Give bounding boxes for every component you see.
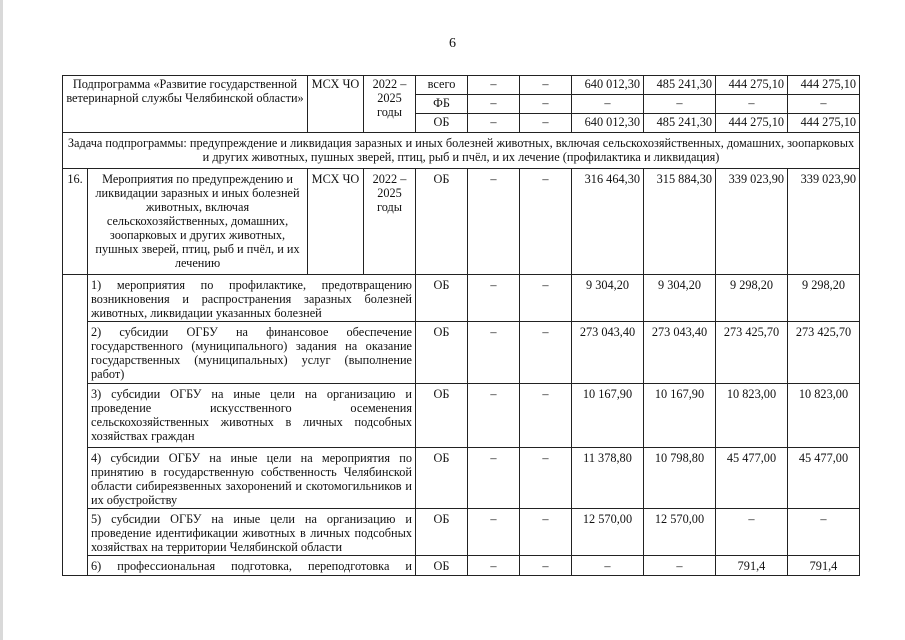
value-cell: –: [468, 169, 520, 275]
subprogram-title: Подпрограмма «Развитие государственной ветеринарной службы Челябинской области»: [63, 76, 308, 133]
value-cell: –: [468, 384, 520, 448]
value-cell: 485 241,30: [644, 76, 716, 95]
value-cell: –: [520, 95, 572, 114]
value-cell: 316 464,30: [572, 169, 644, 275]
value-cell: 485 241,30: [644, 114, 716, 133]
funding-source: ОБ: [416, 556, 468, 576]
value-cell: –: [788, 509, 860, 556]
value-cell: –: [520, 556, 572, 576]
value-cell: 10 823,00: [788, 384, 860, 448]
value-cell: –: [520, 114, 572, 133]
value-cell: 12 570,00: [572, 509, 644, 556]
value-cell: 10 167,90: [572, 384, 644, 448]
value-cell: 640 012,30: [572, 114, 644, 133]
task-row: [63, 133, 860, 169]
value-cell: –: [468, 95, 520, 114]
budget-table: [62, 75, 860, 576]
value-cell: 11 378,80: [572, 448, 644, 509]
subitem-row: [63, 509, 860, 556]
item-number: 16.: [63, 169, 88, 275]
value-cell: 444 275,10: [788, 76, 860, 95]
value-cell: 10 823,00: [716, 384, 788, 448]
value-cell: 9 304,20: [644, 275, 716, 322]
value-cell: 273 043,40: [644, 322, 716, 384]
subitem-row: [63, 384, 860, 448]
subprogram-period: 2022 – 2025 годы: [364, 76, 416, 133]
funding-source: ОБ: [416, 384, 468, 448]
subitem-row: [63, 448, 860, 509]
subitem-name: 5) субсидии ОГБУ на иные цели на организацию и проведение идентификации животных в личных подсобных хозяйствах на территории Челябинской области: [88, 509, 416, 556]
value-cell: 339 023,90: [716, 169, 788, 275]
value-cell: –: [520, 509, 572, 556]
value-cell: –: [520, 322, 572, 384]
subitem-row: [63, 275, 860, 322]
funding-source: ОБ: [416, 509, 468, 556]
value-cell: –: [468, 556, 520, 576]
subitem-row: [63, 556, 860, 576]
value-cell: –: [644, 95, 716, 114]
value-cell: –: [468, 322, 520, 384]
value-cell: –: [468, 448, 520, 509]
value-cell: 10 798,80: [644, 448, 716, 509]
item-executor: МСХ ЧО: [308, 169, 364, 275]
value-cell: –: [520, 384, 572, 448]
value-cell: 315 884,30: [644, 169, 716, 275]
value-cell: –: [468, 275, 520, 322]
page-edge: [0, 0, 3, 640]
value-cell: –: [468, 114, 520, 133]
value-cell: 791,4: [788, 556, 860, 576]
subitem-name: 1) мероприятия по профилактике, предотвращению возникновения и распространения заразных болезней животных, ликвидации указанных болезней: [88, 275, 416, 322]
funding-source: ОБ: [416, 448, 468, 509]
subprogram-row-total: [63, 76, 860, 95]
page-number: 6: [449, 36, 456, 51]
value-cell: –: [468, 509, 520, 556]
value-cell: 9 298,20: [716, 275, 788, 322]
value-cell: 12 570,00: [644, 509, 716, 556]
value-cell: 273 425,70: [716, 322, 788, 384]
value-cell: –: [788, 95, 860, 114]
value-cell: 444 275,10: [788, 114, 860, 133]
task-text: Задача подпрограммы: предупреждение и ликвидация заразных и иных болезней животных, включая сельскохозяйственных, домашних, зоопарковых и других животных, пушных зверей, птиц, рыб и пчёл, и их лечение (профилактика и ликвидация): [63, 133, 860, 169]
subitem-name: 6) профессиональная подготовка, переподготовка и: [88, 556, 416, 576]
value-cell: 45 477,00: [788, 448, 860, 509]
funding-source: ОБ: [416, 322, 468, 384]
subitem-name: 2) субсидии ОГБУ на финансовое обеспечение государственного (муниципального) задания на оказание государственных (муниципальных) услуг (выполнение работ): [88, 322, 416, 384]
value-cell: 444 275,10: [716, 114, 788, 133]
subitem-row: [63, 322, 860, 384]
number-spacer: [63, 275, 88, 576]
value-cell: 45 477,00: [716, 448, 788, 509]
value-cell: –: [644, 556, 716, 576]
value-cell: –: [520, 76, 572, 95]
value-cell: 339 023,90: [788, 169, 860, 275]
funding-source: ФБ: [416, 95, 468, 114]
value-cell: –: [572, 556, 644, 576]
value-cell: 273 043,40: [572, 322, 644, 384]
funding-source: всего: [416, 76, 468, 95]
value-cell: 9 298,20: [788, 275, 860, 322]
value-cell: –: [520, 169, 572, 275]
funding-source: ОБ: [416, 114, 468, 133]
value-cell: 791,4: [716, 556, 788, 576]
value-cell: –: [572, 95, 644, 114]
value-cell: 10 167,90: [644, 384, 716, 448]
value-cell: –: [520, 275, 572, 322]
funding-source: ОБ: [416, 169, 468, 275]
value-cell: 444 275,10: [716, 76, 788, 95]
value-cell: –: [716, 509, 788, 556]
value-cell: –: [716, 95, 788, 114]
funding-source: ОБ: [416, 275, 468, 322]
value-cell: 273 425,70: [788, 322, 860, 384]
subprogram-executor: МСХ ЧО: [308, 76, 364, 133]
value-cell: –: [520, 448, 572, 509]
subitem-name: 4) субсидии ОГБУ на иные цели на мероприятия по принятию в государственную собственность Челябинской области сибиреязвенных захоронений и скотомогильников и их обустройству: [88, 448, 416, 509]
value-cell: –: [468, 76, 520, 95]
subitem-name: 3) субсидии ОГБУ на иные цели на организацию и проведение искусственного осеменения сельскохозяйственных животных в личных подсобных хозяйствах граждан: [88, 384, 416, 448]
item-period: 2022 – 2025 годы: [364, 169, 416, 275]
value-cell: 9 304,20: [572, 275, 644, 322]
item-16-row: [63, 169, 860, 275]
value-cell: 640 012,30: [572, 76, 644, 95]
item-name: Мероприятия по предупреждению и ликвидации заразных и иных болезней животных, включая сельскохозяйственных, домашних, зоопарковых и других животных, пушных зверей, птиц, рыб и пчёл, и их лечению: [88, 169, 308, 275]
